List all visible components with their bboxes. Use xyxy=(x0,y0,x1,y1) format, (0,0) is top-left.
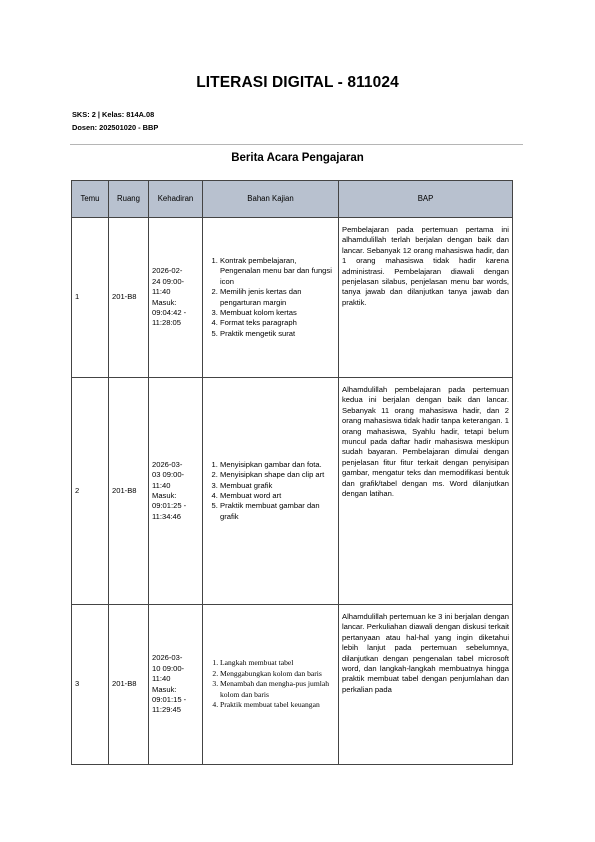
topic-item: 4. Praktik membuat tabel keuangan xyxy=(220,700,335,710)
table-row xyxy=(72,605,513,765)
cell-temu: 3 xyxy=(72,605,109,765)
kehadiran-line: 11:34:46 xyxy=(152,511,181,521)
topic-item: 1. Menyisipkan gambar dan fota. xyxy=(220,460,335,470)
header-ruang: Ruang xyxy=(109,181,149,218)
document-title: LITERASI DIGITAL - 811024 xyxy=(196,74,399,91)
cell-kehadiran xyxy=(149,605,203,765)
topic-list xyxy=(206,256,335,339)
kehadiran-line: 2026-03- xyxy=(152,459,183,469)
cell-ruang: 201-B8 xyxy=(109,218,149,378)
topic-item: 4. Membuat word art xyxy=(220,491,335,501)
kehadiran-line: Masuk: xyxy=(152,684,177,694)
header-kehadiran: Kehadiran xyxy=(149,181,203,218)
topic-item: 2. Menggabungkan kolom dan baris xyxy=(220,669,335,679)
topic-list xyxy=(206,658,335,710)
bap-text: Alhamdulillah pembelajaran pada pertemuan kedua ini berjalan dengan baik dan lancar. Sebanyak 11 orang mahasiswa hadir, dan 2 orang mahasiswa tidak hadir tanpa keterangan. 1 orang mahasiswa, Syahlu hadir, tetapi belum muncul pada daftar hadir mahasiswa meskipun sudah bayaran. Pembelajaran dimulai dengan penjelasan fitur fitur terkait dengan penyisipan gambar, mengatur teks dan memodifikasi bentuk dan grafik/tabel dengan ms. Word dilanjutkan dengan latihan. xyxy=(342,385,509,499)
kehadiran-line: 11:40 xyxy=(152,480,171,490)
topic-item: 2. Memilih jenis kertas dan pengarturan margin xyxy=(220,287,335,308)
topic-item: 3. Membuat kolom kertas xyxy=(220,308,335,318)
kehadiran-line: 11:40 xyxy=(152,674,171,684)
kehadiran-line: 09:01:15 - xyxy=(152,694,187,704)
kehadiran-line: 2026-02- xyxy=(152,266,183,276)
course-meta: SKS: 2 | Kelas: 814A.08 xyxy=(72,110,155,119)
cell-bap xyxy=(339,218,513,378)
kehadiran-line: 11:29:45 xyxy=(152,705,181,715)
divider xyxy=(70,144,523,145)
table-row xyxy=(72,218,513,378)
header-temu: Temu xyxy=(72,181,109,218)
kehadiran-line: 03 09:00- xyxy=(152,470,185,480)
cell-bahan-kajian xyxy=(203,378,339,605)
cell-bap xyxy=(339,378,513,605)
topic-item: 1. Kontrak pembelajaran, Pengenalan menu bar dan fungsi icon xyxy=(220,256,335,287)
header-bahan-kajian: Bahan Kajian xyxy=(203,181,339,218)
topic-item: 3. Membuat grafik xyxy=(220,481,335,491)
cell-bahan-kajian xyxy=(203,218,339,378)
kehadiran-line: 24 09:00- xyxy=(152,276,185,286)
topic-item: 2. Menyisipkan shape dan clip art xyxy=(220,470,335,480)
header-bap: BAP xyxy=(339,181,513,218)
cell-bahan-kajian xyxy=(203,605,339,765)
topic-item: 1. Langkah membuat tabel xyxy=(220,658,335,668)
teaching-record-table xyxy=(71,180,513,765)
topic-item: 5. Praktik mengetik surat xyxy=(220,329,335,339)
kehadiran-line: Masuk: xyxy=(152,297,177,307)
kehadiran-line: 2026-03- xyxy=(152,653,183,663)
kehadiran-line: 11:40 xyxy=(152,287,171,297)
cell-temu: 1 xyxy=(72,218,109,378)
bap-text: Alhamdulillah pertemuan ke 3 ini berjalan dengan lancar. Perkuliahan diawali dengan diskusi terkait pertanyaan atau hal-hal yang ingin diketahui lebih lanjut pada pertemuan sebelumnya, dilanjutkan dengan pengenalan tabel microsoft word, dan langkah-langkah membuatnya hingga praktik membuat tabel dengan penjumlahan dan perkalian pada xyxy=(342,612,509,694)
bap-text: Pembelajaran pada pertemuan pertama ini alhamdulillah terlah berjalan dengan baik dan lancar. Sebanyak 12 orang mahasiswa hadir, dan 1 orang mahasiswa tidak hadir karena administrasi. Pembelajaran diawali dengan penjelasan silabus, penjelasan menu bar words, tanya jawab dan dilanjutkan tanya jawab dan praktik. xyxy=(342,225,509,307)
cell-bap xyxy=(339,605,513,765)
kehadiran-line: 09:01:25 - xyxy=(152,501,187,511)
section-title: Berita Acara Pengajaran xyxy=(231,152,364,164)
kehadiran-line: 11:28:05 xyxy=(152,318,181,328)
kehadiran-line: Masuk: xyxy=(152,491,177,500)
table-header-row xyxy=(72,181,513,218)
cell-ruang: 201-B8 xyxy=(109,378,149,605)
cell-ruang: 201-B8 xyxy=(109,605,149,765)
topic-item: 4. Format teks paragraph xyxy=(220,318,335,328)
cell-kehadiran xyxy=(149,218,203,378)
cell-kehadiran xyxy=(149,378,203,605)
topic-item: 3. Menambah dan mengha-pus jumlah kolom dan baris xyxy=(220,679,335,700)
kehadiran-line: 09:04:42 - xyxy=(152,307,187,317)
table-row xyxy=(72,378,513,605)
kehadiran-line: 10 09:00- xyxy=(152,663,185,673)
cell-temu: 2 xyxy=(72,378,109,605)
lecturer-meta: Dosen: 202501020 - BBP xyxy=(72,123,159,132)
topic-list xyxy=(206,460,335,522)
topic-item: 5. Praktik membuat gambar dan grafik xyxy=(220,501,335,522)
